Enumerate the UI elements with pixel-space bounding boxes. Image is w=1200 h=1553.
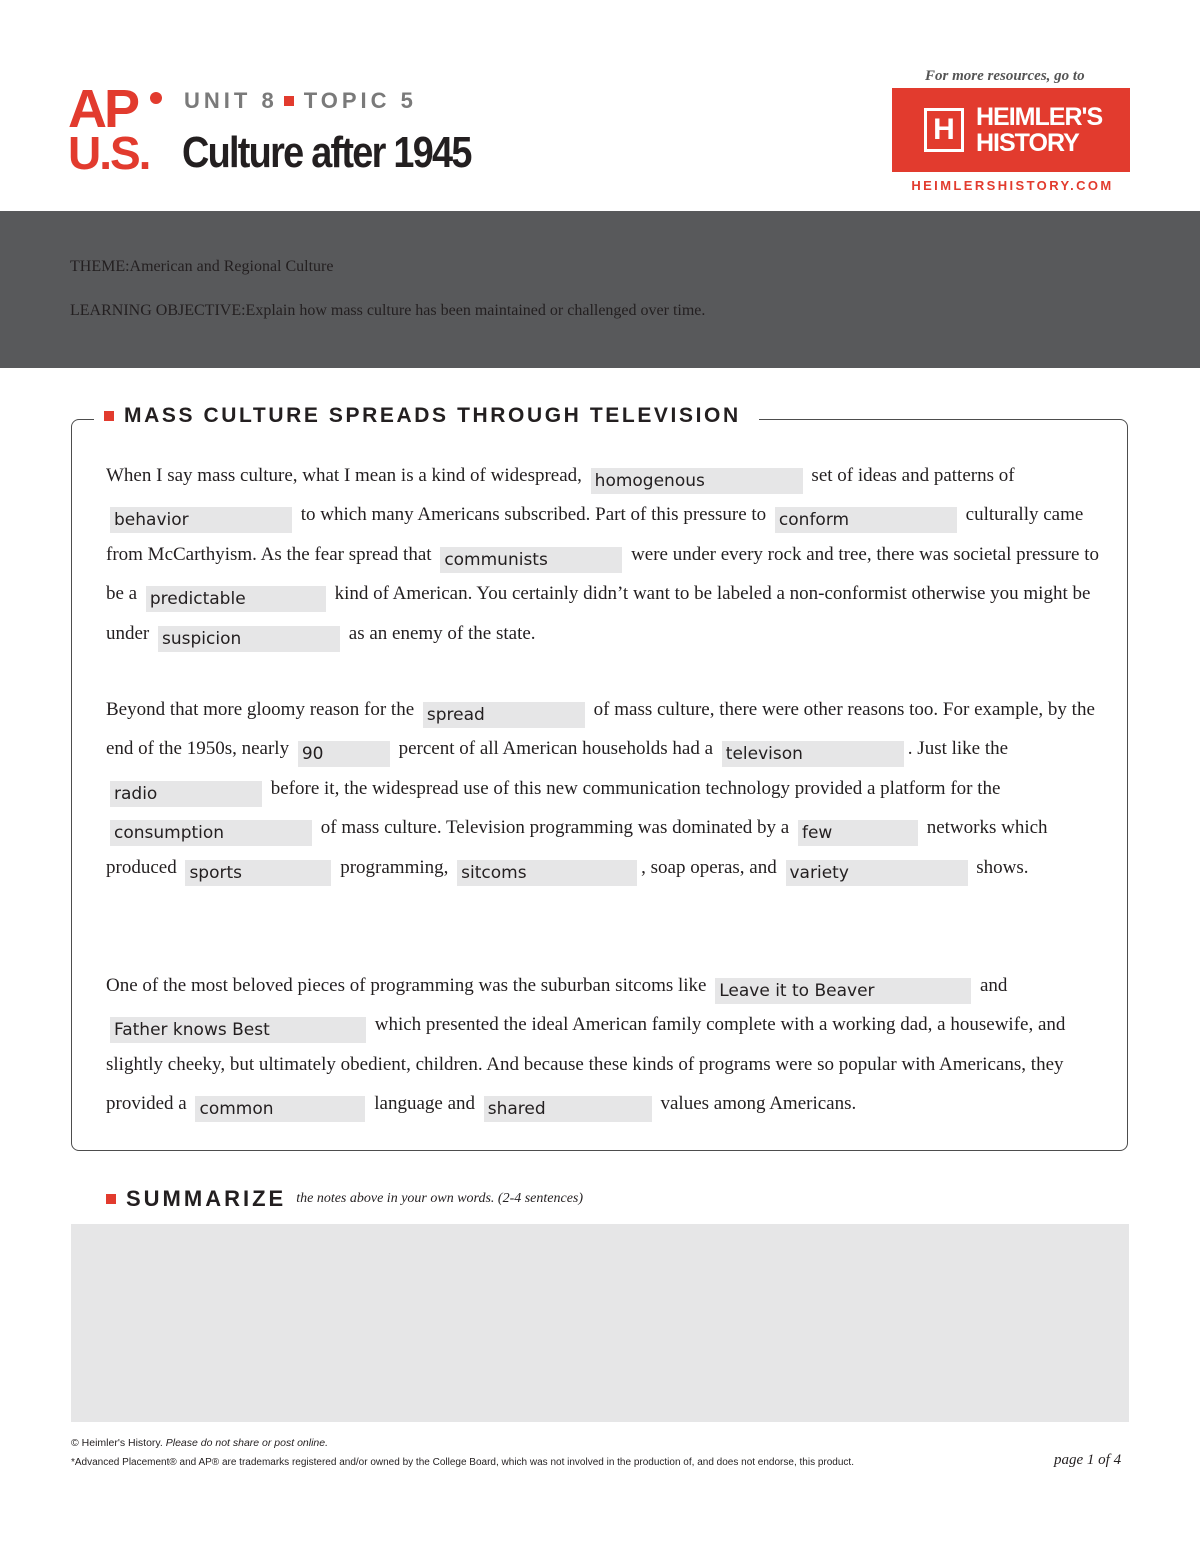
copyright-line bbox=[71, 1437, 328, 1449]
text: . Just like the bbox=[907, 738, 1009, 760]
share-notice: Please do not share or post online. bbox=[165, 1437, 329, 1449]
blank-field[interactable]: radio bbox=[110, 781, 262, 807]
text: networks which produced bbox=[106, 817, 1048, 878]
blank-field[interactable]: 90 bbox=[298, 741, 390, 767]
objective-value: Explain how mass culture has been maintained or challenged over time. bbox=[245, 302, 706, 319]
theme-band bbox=[0, 211, 1200, 368]
brand-url-link[interactable]: HEIMLERSHISTORY.COM bbox=[911, 178, 1114, 193]
blank-field[interactable]: sitcoms bbox=[457, 860, 637, 886]
logo-us-text: U.S. bbox=[68, 127, 150, 179]
text: before it, the widespread use of this new communication technology provided a platform for the bbox=[270, 777, 1001, 799]
text: kind of American. You certainly didn’t want to be labeled a non-conformist otherwise you might be under bbox=[106, 583, 1091, 644]
text: values among Americans. bbox=[660, 1093, 857, 1115]
text: Beyond that more gloomy reason for the bbox=[106, 699, 415, 720]
ap-us-logo bbox=[68, 79, 168, 179]
text: culturally came from McCarthyism. As the fear spread that bbox=[106, 504, 1084, 565]
hh-brand-line2: HISTORY bbox=[976, 129, 1079, 157]
text: as an enemy of the state. bbox=[348, 622, 536, 644]
resources-note: For more resources, go to bbox=[925, 68, 1085, 84]
summary-response-box[interactable] bbox=[71, 1224, 1129, 1422]
hh-monogram-icon: H bbox=[924, 108, 964, 152]
objective-label: LEARNING OBJECTIVE: bbox=[70, 302, 246, 319]
logo-ap-text: AP bbox=[68, 79, 138, 139]
theme-value: American and Regional Culture bbox=[129, 258, 334, 275]
red-square-icon bbox=[104, 411, 114, 421]
page-title: Culture after 1945 bbox=[182, 128, 471, 177]
text: percent of all American households had a bbox=[398, 738, 714, 760]
unit-label: UNIT 8 bbox=[184, 88, 278, 113]
blank-field[interactable]: consumption bbox=[110, 820, 312, 846]
red-square-icon bbox=[284, 96, 294, 106]
paragraph-3 bbox=[106, 966, 1106, 1124]
theme-label: THEME: bbox=[70, 258, 130, 275]
text: of mass culture. Television programming was dominated by a bbox=[320, 817, 790, 839]
hh-brand-line1: HEIMLER'S bbox=[976, 103, 1103, 131]
blank-field[interactable]: Father knows Best bbox=[110, 1017, 366, 1043]
blank-field[interactable]: communists bbox=[440, 547, 622, 573]
text: which presented the ideal American family complete with a working dad, a housewife, and slightly cheeky, but ultimately obedient, children. And because these kinds of programs were so popular with Americans, they provided a bbox=[106, 1014, 1066, 1115]
text: One of the most beloved pieces of programming was the suburban sitcoms like bbox=[106, 975, 707, 996]
text: programming, bbox=[340, 856, 449, 878]
theme-row bbox=[70, 258, 333, 276]
text: , soap operas, and bbox=[641, 856, 777, 878]
objective-row bbox=[70, 302, 705, 320]
text: to which many Americans subscribed. Part of this pressure to bbox=[300, 504, 767, 526]
blank-field[interactable]: common bbox=[195, 1096, 365, 1122]
summarize-heading bbox=[106, 1186, 583, 1212]
paragraph-1 bbox=[106, 456, 1106, 653]
paragraph-2 bbox=[106, 690, 1106, 887]
blank-field[interactable]: predictable bbox=[146, 586, 326, 612]
blank-field[interactable]: suspicion bbox=[158, 626, 340, 652]
text: set of ideas and patterns of bbox=[811, 465, 1015, 486]
red-square-icon bbox=[106, 1194, 116, 1204]
page-number: page 1 of 4 bbox=[1054, 1452, 1122, 1468]
section-heading bbox=[94, 404, 759, 428]
blank-field[interactable]: televison bbox=[722, 741, 904, 767]
blank-field[interactable]: Leave it to Beaver bbox=[715, 978, 971, 1004]
text: and bbox=[979, 975, 1008, 996]
text: shows. bbox=[976, 856, 1029, 878]
summarize-label: SUMMARIZE bbox=[126, 1186, 287, 1211]
blank-field[interactable]: sports bbox=[185, 860, 331, 886]
text: of mass culture, there were other reasons too. For example, by the end of the 1950s, nearly bbox=[106, 699, 1095, 760]
topic-label: TOPIC 5 bbox=[303, 88, 417, 113]
text: When I say mass culture, what I mean is a kind of widespread, bbox=[106, 465, 582, 486]
hh-brand-name bbox=[976, 104, 1102, 156]
text: were under every rock and tree, there was societal pressure to be a bbox=[106, 543, 1099, 605]
logo-dot-icon bbox=[150, 92, 162, 104]
blank-field[interactable]: few bbox=[798, 820, 918, 846]
trademark-notice: *Advanced Placement® and AP® are trademarks registered and/or owned by the College Board, which was not involved in the production of, and does not endorse, this product. bbox=[71, 1457, 854, 1468]
blank-field[interactable]: shared bbox=[484, 1096, 652, 1122]
summarize-instructions: the notes above in your own words. (2-4 sentences) bbox=[296, 1191, 584, 1206]
blank-field[interactable]: behavior bbox=[110, 507, 292, 533]
blank-field[interactable]: homogenous bbox=[591, 468, 803, 494]
section-heading-text: MASS CULTURE SPREADS THROUGH TELEVISION bbox=[124, 404, 741, 427]
copyright-text: © Heimler's History. bbox=[71, 1437, 163, 1449]
blank-field[interactable]: variety bbox=[786, 860, 968, 886]
blank-field[interactable]: spread bbox=[423, 702, 585, 728]
unit-topic-line bbox=[184, 88, 417, 114]
heimlers-history-logo[interactable] bbox=[892, 88, 1130, 172]
blank-field[interactable]: conform bbox=[775, 507, 957, 533]
text: language and bbox=[374, 1093, 475, 1115]
